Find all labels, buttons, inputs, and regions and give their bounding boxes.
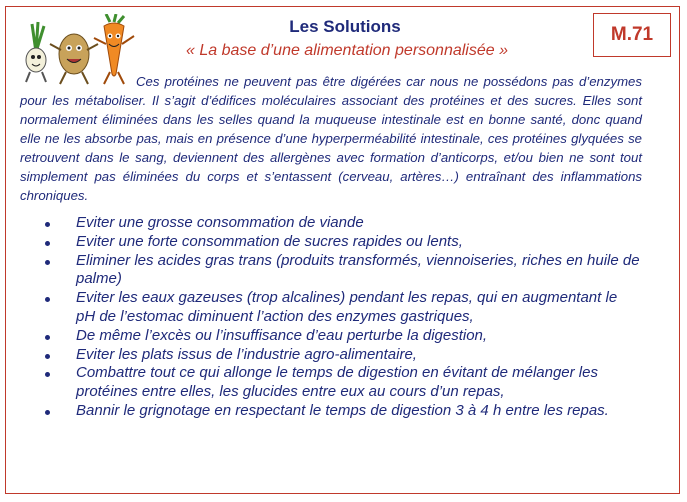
intro-paragraph: Ces protéines ne peuvent pas être digérées car nous ne possédons pas d’enzymes pour les métaboliser. Il s’agit d’édifices moléculaires associant des protéines et des sucres. Elles sont normalement éliminées dans les selles quand la muqueuse intestinale est en bonne santé, donc quand elle ne les absorbe pas, mais en présence d’une hyperperméabilité intestinale, ces protéines glyquées se retrouvent dans le sang, deviennent des allergènes avec formation d’anticorps, et/ou bien ne sont tout simplement pas éliminées du corps et s’entassent (cerveau, artères…) entraînant des inflammations chroniques. (20, 74, 642, 203)
bullet-icon (45, 222, 50, 227)
list-item (45, 364, 645, 402)
bullet-icon (45, 372, 50, 377)
list-item-text: Eviter une forte consommation de sucres rapides ou lents, (76, 232, 463, 250)
list-item-continuation: pH de l’estomac diminuent l’action des enzymes gastriques, (76, 307, 474, 325)
page-subtitle: « La base d’une alimentation personnalisée » (185, 42, 508, 59)
list-item-text: Eviter une grosse consommation de viande (76, 214, 364, 231)
list-item-text: Eviter les eaux gazeuses (trop alcalines) pendant les repas, qui en augmentant le (76, 289, 618, 307)
list-item-text: Eviter les plats issus de l’industrie agro-alimentaire, (76, 345, 417, 363)
bullet-icon (45, 410, 50, 415)
reference-badge: M.71 (593, 13, 671, 57)
list-item-text: De même l’excès ou l’insuffisance d’eau perturbe la digestion, (76, 326, 488, 344)
bullet-icon (45, 297, 50, 302)
list-item (45, 346, 645, 365)
list-item-text: Eliminer les acides gras trans (produits transformés, viennoiseries, riches en huile de palme) (76, 251, 640, 288)
bullet-icon (45, 241, 50, 246)
bullet-icon (45, 260, 50, 265)
list-item (45, 252, 645, 290)
list-item (45, 402, 645, 421)
list-item-text: Combattre tout ce qui allonge le temps de digestion en évitant de mélanger les protéines entre elles, les glucides entre eux au cours d’un repas, (76, 364, 598, 401)
page-title: Les Solutions (289, 17, 401, 36)
list-item-text: Bannir le grignotage en respectant le temps de digestion 3 à 4 h entre les repas. (76, 401, 609, 419)
list-item (45, 289, 645, 327)
bullet-icon (45, 335, 50, 340)
solutions-list (45, 214, 645, 421)
list-item (45, 233, 645, 252)
list-item (45, 327, 645, 346)
list-item (45, 214, 645, 233)
bullet-icon (45, 354, 50, 359)
